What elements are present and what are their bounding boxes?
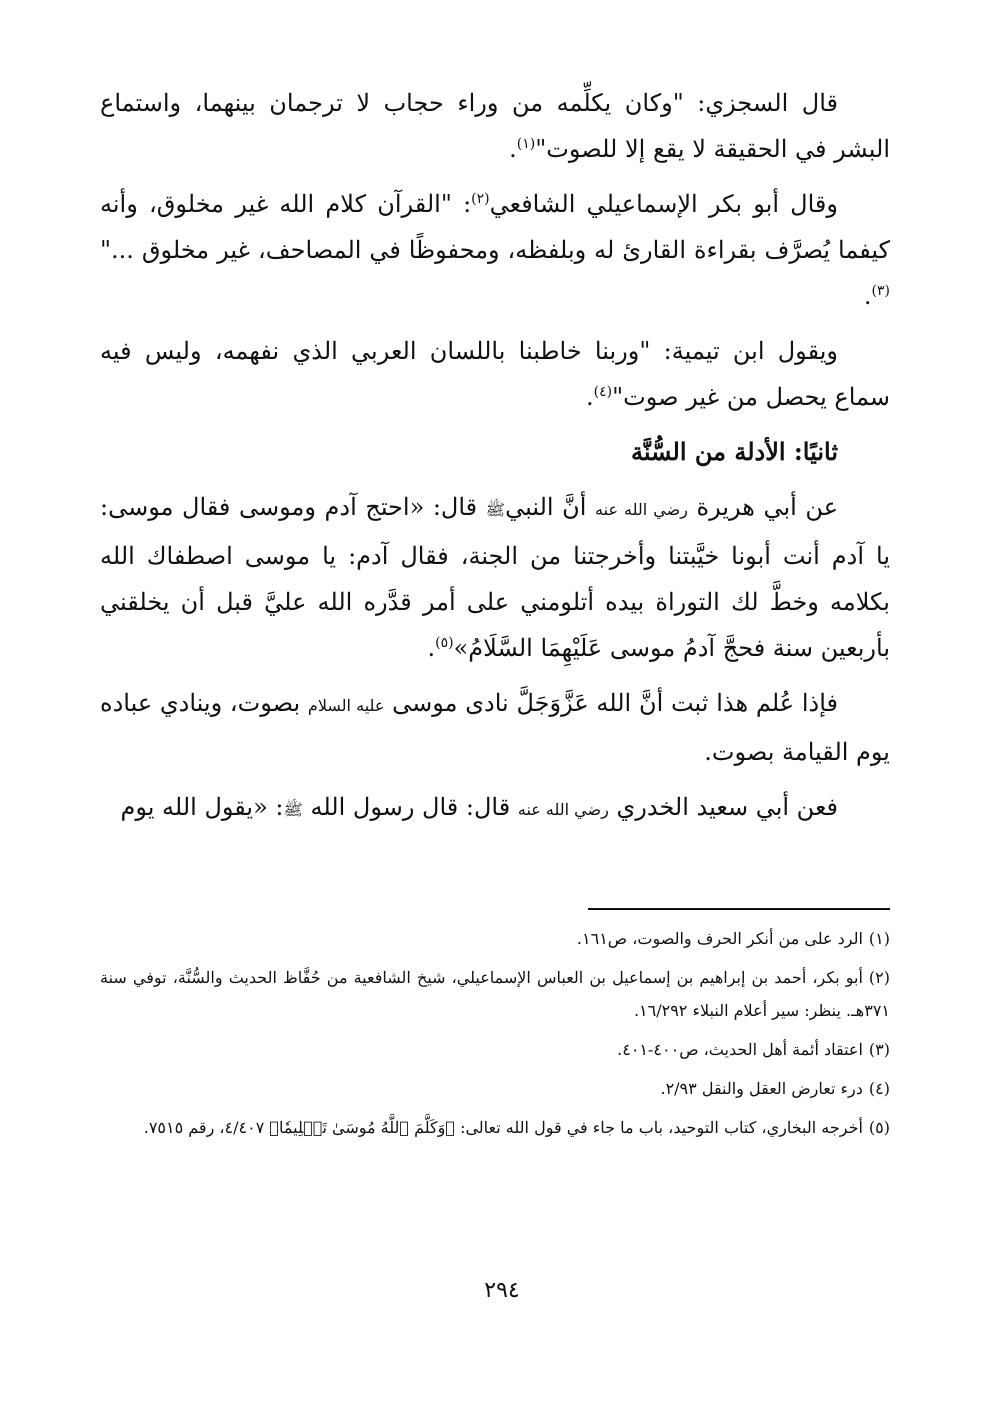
honorific-alayhima-salam: عَلَيْهِمَا السَّلَامُ — [468, 634, 603, 662]
honorific-radiallahu-anhu: رضي الله عنه — [595, 500, 688, 519]
footnote-3: (٣)اعتقاد أئمة أهل الحديث، ص٤٠٠-٤٠١. — [617, 1040, 890, 1059]
paragraph-sijzi-quote: قال السجزي: "وكان يكلِّمه من وراء حجاب لا ترجمان بينهما، واستماع البشر في الحقيقة لا يقع إلا للصوت"$^{(١)}$. — [100, 89, 890, 163]
paragraph-ibn-taymiyya-quote: ويقول ابن تيمية: "وربنا خاطبنا باللسان العربي الذي نفهمه، وليس فيه سماع يحصل من غير صوت"$^{(٤)}$. — [100, 337, 890, 411]
footnote-4: (٤)درء تعارض العقل والنقل ٢/٩٣. — [660, 1079, 890, 1098]
honorific-salawat: ﷺ — [485, 500, 506, 519]
paragraph-abu-said-hadith: فعن أبي سعيد الخدري رضي الله عنه قال: قال رسول الله ﷺ: «يقول الله يوم — [120, 793, 838, 821]
footnotes-section — [100, 922, 890, 1150]
honorific-salawat-2: ﷺ — [283, 800, 303, 819]
footnote-ref-3[interactable]: (٣) — [871, 283, 890, 299]
honorific-alayhi-salam: عليه السلام — [307, 696, 385, 715]
page-number: ٢٩٤ — [484, 1278, 520, 1303]
footnote-1: (١)الرد على من أنكر الحرف والصوت، ص١٦١. — [576, 929, 890, 948]
footnote-2: (٢)أبو بكر، أحمد بن إبراهيم بن إسماعيل بن العباس الإسماعيلي، شيخ الشافعية من حُفَّاظ الحديث والسُّنَّة، توفي سنة ٣٧١هـ. ينظر: سير أعلام النبلاء ١٦/٢٩٢. — [100, 968, 890, 1020]
footnote-ref-5[interactable]: (٥) — [435, 635, 454, 651]
page-body — [100, 80, 890, 842]
footnote-ref-4[interactable]: (٤) — [593, 384, 613, 400]
paragraph-conclusion: فإذا عُلم هذا ثبت أنَّ الله عَزَّوَجَلَّ نادى موسى عليه السلام بصوت، وينادي عباده يوم القيامة بصوت. — [100, 689, 890, 766]
paragraph-ismaili-quote: وقال أبو بكر الإسماعيلي الشافعي$^{(٢)}$: "القرآن كلام الله غير مخلوق، وأنه كيفما يُصرَّف بقراءة القارئ له وبلفظه، ومحفوظًا في المصاحف، غير مخلوق ..."$^{(٣)}$. — [100, 190, 890, 310]
footnote-ref-2[interactable]: (٢) — [471, 191, 490, 207]
footnote-separator — [588, 908, 890, 910]
section-heading: ثانيًا: الأدلة من السُّنَّة — [631, 437, 838, 466]
honorific-azza-wa-jalla: عَزَّوَجَلَّ — [516, 689, 589, 717]
footnote-5: (٥)أخرجه البخاري، كتاب التوحيد، باب ما جاء في قول الله تعالى: ﴿وَكَلَّمَ ٱللَّهُ مُوسَىٰ تَكۡلِيمٗا﴾ ٤/٤٠٧، رقم ٧٥١٥. — [143, 1118, 890, 1137]
footnote-ref-1[interactable]: (١) — [516, 136, 536, 152]
honorific-radiallahu-anhu-2: رضي الله عنه — [517, 800, 609, 819]
paragraph-hadith-adam-musa: عن أبي هريرة رضي الله عنه أنَّ النبيﷺ قال: «احتج آدم وموسى فقال موسى: يا آدم أنت أبونا خيَّبتنا وأخرجتنا من الجنة، فقال آدم: يا موسى اصطفاك الله بكلامه وخطَّ لك التوراة بيده أتلومني على أمر قدَّره الله عليَّ قبل أن يخلقني بأربعين سنة فحجَّ آدمُ موسى عَلَيْهِمَا السَّلَامُ»$^{(٥)}$. — [100, 493, 890, 662]
